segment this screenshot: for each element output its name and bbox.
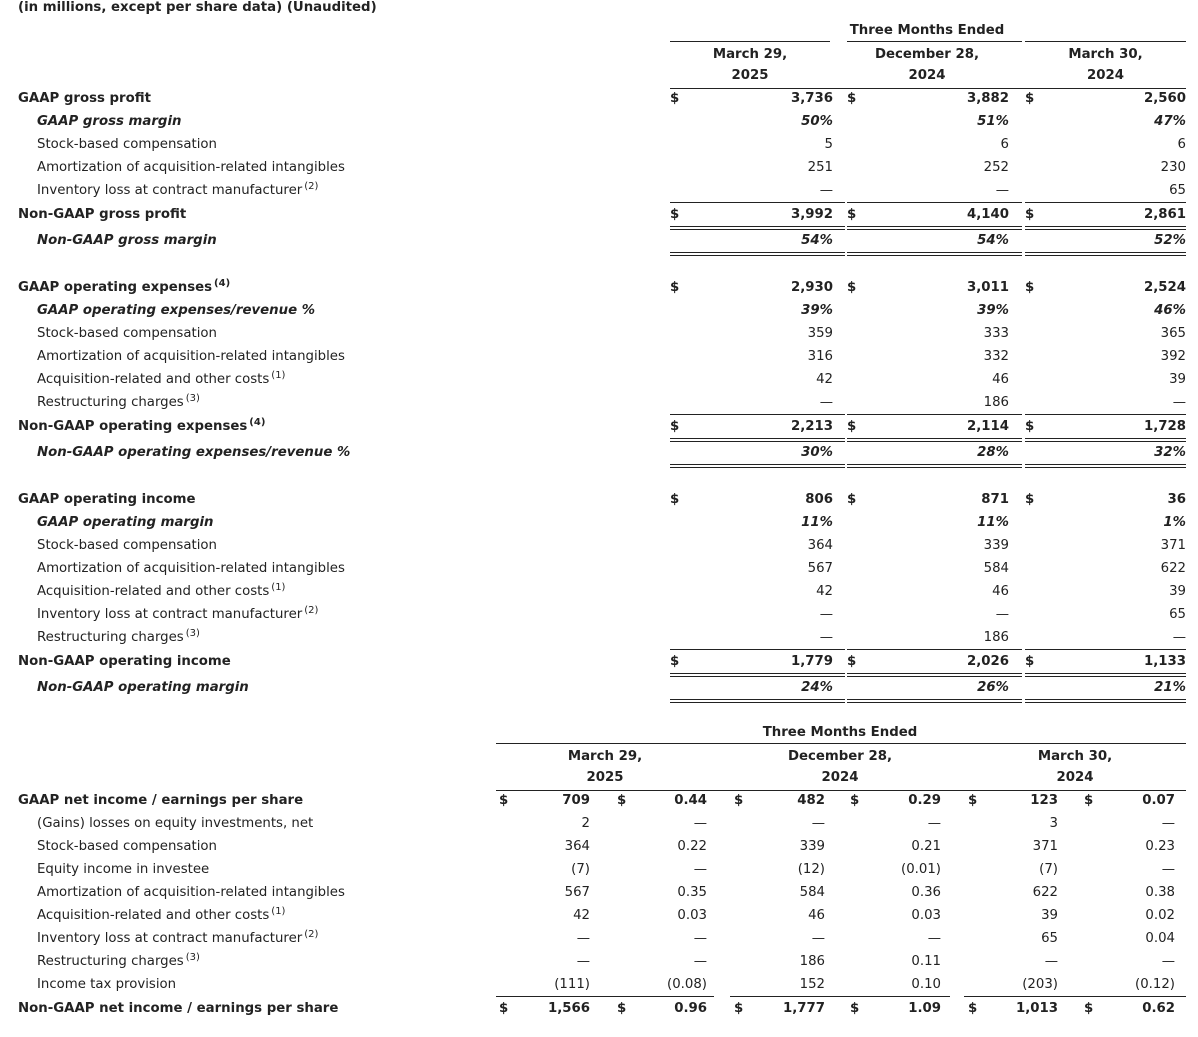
dollar-sign: $ bbox=[670, 654, 680, 669]
row-label bbox=[37, 302, 315, 320]
total-double-rule bbox=[847, 699, 1022, 703]
table-cell: 65 bbox=[1169, 183, 1186, 198]
row-label-text: Restructuring charges bbox=[37, 954, 184, 969]
t2-period-line1: March 30, bbox=[1037, 749, 1113, 764]
row-label-text: Stock-based compensation bbox=[37, 137, 217, 152]
table-cell: 30% bbox=[801, 445, 833, 460]
row-label-text: GAAP operating income bbox=[18, 492, 196, 507]
table-cell: 11% bbox=[801, 515, 833, 530]
row-label bbox=[37, 537, 217, 555]
table-cell: 186 bbox=[983, 395, 1009, 410]
t1-period-line1: March 29, bbox=[712, 47, 788, 62]
t2-group-header: Three Months Ended bbox=[762, 725, 918, 740]
row-label-text: Non-GAAP gross margin bbox=[37, 233, 217, 248]
table-cell: 54% bbox=[977, 233, 1009, 248]
table-cell: 46% bbox=[1154, 303, 1186, 318]
dollar-sign: $ bbox=[847, 207, 857, 222]
table-cell: 709 bbox=[562, 793, 590, 808]
subtotal-top-rule bbox=[670, 649, 845, 650]
table-cell: — bbox=[927, 931, 941, 946]
table-cell: 46 bbox=[992, 584, 1009, 599]
table-cell: 3,736 bbox=[790, 91, 833, 106]
row-label-text: Equity income in investee bbox=[37, 862, 210, 877]
table-cell: — bbox=[811, 931, 825, 946]
table-cell: 332 bbox=[983, 349, 1009, 364]
subtotal-top-rule bbox=[847, 414, 1022, 415]
table-cell: 567 bbox=[807, 561, 833, 576]
table-cell: 567 bbox=[564, 885, 590, 900]
dollar-sign: $ bbox=[499, 1001, 509, 1016]
table-cell: 186 bbox=[799, 954, 825, 969]
t1-period-line1: December 28, bbox=[874, 47, 980, 62]
table-cell: — bbox=[1161, 816, 1175, 831]
table-cell: — bbox=[1172, 395, 1186, 410]
table-cell: 39% bbox=[801, 303, 833, 318]
dollar-sign: $ bbox=[1084, 793, 1094, 808]
t2-header-bottom-rule bbox=[496, 790, 1186, 791]
table-cell: 1,777 bbox=[782, 1001, 825, 1016]
dollar-sign: $ bbox=[670, 91, 680, 106]
total-double-rule bbox=[1025, 699, 1186, 703]
table-cell: — bbox=[1161, 954, 1175, 969]
dollar-sign: $ bbox=[847, 654, 857, 669]
table-cell: 1.09 bbox=[908, 1001, 941, 1016]
table-cell: 0.02 bbox=[1145, 908, 1175, 923]
table-cell: 622 bbox=[1032, 885, 1058, 900]
table-cell: (0.01) bbox=[901, 862, 941, 877]
table-cell: 0.07 bbox=[1142, 793, 1175, 808]
total-double-rule bbox=[847, 438, 1022, 442]
table-cell: 0.44 bbox=[674, 793, 707, 808]
table-cell: 482 bbox=[797, 793, 825, 808]
total-top-rule bbox=[964, 996, 1186, 997]
table-cell: (12) bbox=[797, 862, 825, 877]
table-cell: (203) bbox=[1022, 977, 1058, 992]
row-label bbox=[37, 679, 249, 697]
table-cell: — bbox=[927, 816, 941, 831]
row-label-text: Stock-based compensation bbox=[37, 538, 217, 553]
row-label-text: Acquisition-related and other costs bbox=[37, 372, 270, 387]
table-cell: 230 bbox=[1160, 160, 1186, 175]
row-label-text: Amortization of acquisition-related intangibles bbox=[37, 885, 345, 900]
table-cell: 42 bbox=[816, 372, 833, 387]
row-label-text: Acquisition-related and other costs bbox=[37, 584, 270, 599]
table-cell: 2,213 bbox=[790, 419, 833, 434]
t1-group-rule bbox=[847, 41, 1022, 42]
table-cell: 0.21 bbox=[911, 839, 941, 854]
table-cell: 0.29 bbox=[908, 793, 941, 808]
row-label-text: Restructuring charges bbox=[37, 395, 184, 410]
subtotal-top-rule bbox=[1025, 202, 1186, 203]
dollar-sign: $ bbox=[847, 91, 857, 106]
table-cell: 339 bbox=[983, 538, 1009, 553]
t2-period-line2: 2025 bbox=[586, 770, 624, 785]
table-cell: (7) bbox=[571, 862, 590, 877]
footnote-ref: (3) bbox=[185, 952, 200, 963]
table-cell: 622 bbox=[1160, 561, 1186, 576]
row-label bbox=[37, 182, 318, 201]
row-label bbox=[18, 206, 186, 224]
row-label-text: Non-GAAP operating expenses bbox=[18, 419, 248, 434]
table-cell: 3,992 bbox=[790, 207, 833, 222]
total-double-rule bbox=[670, 226, 845, 230]
table-cell: 2 bbox=[581, 816, 590, 831]
row-label bbox=[37, 560, 345, 578]
row-label-text: GAAP operating expenses bbox=[18, 280, 213, 295]
total-double-rule bbox=[670, 464, 845, 468]
table-cell: 0.35 bbox=[677, 885, 707, 900]
row-label bbox=[37, 907, 285, 926]
row-label bbox=[37, 861, 209, 879]
footnote-ref: (1) bbox=[271, 370, 286, 381]
table-cell: 339 bbox=[799, 839, 825, 854]
table-cell: (0.12) bbox=[1135, 977, 1175, 992]
t1-period-line2: 2025 bbox=[731, 68, 769, 83]
footnote-ref: (2) bbox=[304, 181, 319, 192]
dollar-sign: $ bbox=[670, 207, 680, 222]
row-label bbox=[18, 1000, 338, 1018]
row-label bbox=[37, 232, 217, 250]
table-cell: 52% bbox=[1154, 233, 1186, 248]
table-cell: — bbox=[819, 395, 833, 410]
table-cell: 54% bbox=[801, 233, 833, 248]
table-cell: 2,861 bbox=[1143, 207, 1186, 222]
dollar-sign: $ bbox=[734, 793, 744, 808]
table-cell: 2,114 bbox=[966, 419, 1009, 434]
total-double-rule bbox=[1025, 438, 1186, 442]
t2-period-line2: 2024 bbox=[1056, 770, 1094, 785]
row-label-text: Amortization of acquisition-related intangibles bbox=[37, 160, 345, 175]
table-cell: 1% bbox=[1163, 515, 1186, 530]
footnote-ref: (1) bbox=[271, 582, 286, 593]
table-cell: 0.38 bbox=[1145, 885, 1175, 900]
table-cell: 47% bbox=[1154, 114, 1186, 129]
row-label-text: Amortization of acquisition-related intangibles bbox=[37, 561, 345, 576]
table-cell: 123 bbox=[1030, 793, 1058, 808]
table-cell: 251 bbox=[807, 160, 833, 175]
total-double-rule bbox=[670, 252, 845, 256]
t1-group-header: Three Months Ended bbox=[849, 23, 1005, 38]
subtotal-top-rule bbox=[1025, 649, 1186, 650]
total-double-rule bbox=[1025, 673, 1186, 677]
table-cell: 0.03 bbox=[911, 908, 941, 923]
dollar-sign: $ bbox=[1025, 91, 1035, 106]
table-cell: 186 bbox=[983, 630, 1009, 645]
row-label-text: GAAP operating expenses/revenue % bbox=[37, 303, 316, 318]
row-label-text: Inventory loss at contract manufacturer bbox=[37, 607, 303, 622]
row-label bbox=[37, 325, 217, 343]
table-cell: 46 bbox=[808, 908, 825, 923]
table-cell: — bbox=[693, 816, 707, 831]
dollar-sign: $ bbox=[1025, 654, 1035, 669]
row-label bbox=[18, 491, 196, 509]
table-cell: — bbox=[819, 630, 833, 645]
row-label-text: Inventory loss at contract manufacturer bbox=[37, 183, 303, 198]
table-cell: 3,882 bbox=[966, 91, 1009, 106]
row-label bbox=[37, 884, 345, 902]
table-cell: — bbox=[693, 862, 707, 877]
table-cell: — bbox=[819, 183, 833, 198]
total-double-rule bbox=[670, 673, 845, 677]
table-cell: 371 bbox=[1032, 839, 1058, 854]
row-label bbox=[37, 629, 200, 648]
row-label-text: Stock-based compensation bbox=[37, 326, 217, 341]
table-cell: — bbox=[576, 931, 590, 946]
row-label bbox=[37, 371, 285, 390]
row-label-text: GAAP net income / earnings per share bbox=[18, 793, 304, 808]
subtotal-top-rule bbox=[1025, 414, 1186, 415]
dollar-sign: $ bbox=[734, 1001, 744, 1016]
table-cell: — bbox=[811, 816, 825, 831]
t1-period-line2: 2024 bbox=[1086, 68, 1124, 83]
footnote-ref: (2) bbox=[304, 605, 319, 616]
table-cell: 359 bbox=[807, 326, 833, 341]
table-cell: 333 bbox=[983, 326, 1009, 341]
row-label-text: Non-GAAP gross profit bbox=[18, 207, 187, 222]
table-cell: 24% bbox=[801, 680, 833, 695]
subtotal-top-rule bbox=[847, 649, 1022, 650]
row-label bbox=[18, 418, 265, 437]
table-cell: 26% bbox=[977, 680, 1009, 695]
dollar-sign: $ bbox=[670, 280, 680, 295]
table-cell: — bbox=[1172, 630, 1186, 645]
row-label bbox=[18, 653, 231, 671]
table-cell: 252 bbox=[983, 160, 1009, 175]
table-cell: 3,011 bbox=[966, 280, 1009, 295]
table-cell: 392 bbox=[1160, 349, 1186, 364]
table-cell: 36 bbox=[1167, 492, 1186, 507]
total-top-rule bbox=[730, 996, 950, 997]
table-cell: 39 bbox=[1041, 908, 1058, 923]
table-cell: 50% bbox=[801, 114, 833, 129]
total-double-rule bbox=[847, 464, 1022, 468]
table-cell: — bbox=[693, 954, 707, 969]
table-cell: — bbox=[995, 183, 1009, 198]
table-cell: — bbox=[1161, 862, 1175, 877]
row-label bbox=[37, 976, 176, 994]
units-note: (in millions, except per share data) (Unaudited) bbox=[18, 0, 377, 15]
table-cell: 871 bbox=[981, 492, 1009, 507]
row-label bbox=[18, 279, 230, 298]
total-double-rule bbox=[847, 673, 1022, 677]
table-cell: 0.23 bbox=[1145, 839, 1175, 854]
t2-period-line1: March 29, bbox=[567, 749, 643, 764]
row-label-text: Restructuring charges bbox=[37, 630, 184, 645]
table-cell: 2,560 bbox=[1143, 91, 1186, 106]
table-cell: 0.10 bbox=[911, 977, 941, 992]
table-cell: — bbox=[819, 607, 833, 622]
t1-header-bottom-rule bbox=[670, 88, 1186, 89]
t1-col1-top-rule bbox=[670, 41, 830, 42]
table-cell: 584 bbox=[799, 885, 825, 900]
dollar-sign: $ bbox=[1025, 419, 1035, 434]
row-label-text: Non-GAAP operating income bbox=[18, 654, 231, 669]
total-double-rule bbox=[1025, 464, 1186, 468]
table-cell: 65 bbox=[1169, 607, 1186, 622]
row-label bbox=[37, 930, 318, 949]
table-cell: 364 bbox=[564, 839, 590, 854]
footnote-ref: (3) bbox=[185, 628, 200, 639]
total-double-rule bbox=[1025, 226, 1186, 230]
total-double-rule bbox=[1025, 252, 1186, 256]
row-label-text: (Gains) losses on equity investments, net bbox=[37, 816, 314, 831]
row-label-text: Amortization of acquisition-related intangibles bbox=[37, 349, 345, 364]
footnote-ref: (1) bbox=[271, 906, 286, 917]
dollar-sign: $ bbox=[617, 1001, 627, 1016]
table-cell: 1,728 bbox=[1143, 419, 1186, 434]
table-cell: 0.22 bbox=[677, 839, 707, 854]
table-cell: 152 bbox=[799, 977, 825, 992]
table-cell: 51% bbox=[977, 114, 1009, 129]
dollar-sign: $ bbox=[499, 793, 509, 808]
dollar-sign: $ bbox=[850, 1001, 860, 1016]
table-cell: 39 bbox=[1169, 372, 1186, 387]
table-cell: 365 bbox=[1160, 326, 1186, 341]
dollar-sign: $ bbox=[617, 793, 627, 808]
dollar-sign: $ bbox=[670, 492, 680, 507]
table-cell: 364 bbox=[807, 538, 833, 553]
table-cell: 32% bbox=[1154, 445, 1186, 460]
row-label-text: Acquisition-related and other costs bbox=[37, 908, 270, 923]
table-cell: 11% bbox=[977, 515, 1009, 530]
total-double-rule bbox=[847, 252, 1022, 256]
dollar-sign: $ bbox=[1025, 280, 1035, 295]
subtotal-top-rule bbox=[670, 414, 845, 415]
row-label-text: GAAP gross profit bbox=[18, 91, 151, 106]
row-label bbox=[37, 838, 217, 856]
subtotal-top-rule bbox=[847, 202, 1022, 203]
row-label bbox=[37, 348, 345, 366]
table-cell: 1,779 bbox=[790, 654, 833, 669]
table-cell: 0.03 bbox=[677, 908, 707, 923]
dollar-sign: $ bbox=[847, 419, 857, 434]
dollar-sign: $ bbox=[1025, 207, 1035, 222]
row-label bbox=[37, 136, 217, 154]
table-cell: 2,026 bbox=[966, 654, 1009, 669]
table-cell: 0.04 bbox=[1145, 931, 1175, 946]
row-label bbox=[18, 90, 151, 108]
table-cell: 1,133 bbox=[1143, 654, 1186, 669]
dollar-sign: $ bbox=[847, 492, 857, 507]
table-cell: 2,524 bbox=[1143, 280, 1186, 295]
row-label-text: GAAP operating margin bbox=[37, 515, 214, 530]
footnote-ref: (4) bbox=[249, 417, 266, 428]
row-label bbox=[37, 583, 285, 602]
dollar-sign: $ bbox=[968, 793, 978, 808]
table-cell: (0.08) bbox=[667, 977, 707, 992]
table-cell: 1,566 bbox=[547, 1001, 590, 1016]
footnote-ref: (2) bbox=[304, 929, 319, 940]
table-cell: 2,930 bbox=[790, 280, 833, 295]
row-label bbox=[37, 444, 350, 462]
table-cell: 4,140 bbox=[966, 207, 1009, 222]
table-cell: 0.96 bbox=[674, 1001, 707, 1016]
table-cell: 316 bbox=[807, 349, 833, 364]
dollar-sign: $ bbox=[968, 1001, 978, 1016]
dollar-sign: $ bbox=[1025, 492, 1035, 507]
t2-period-line1: December 28, bbox=[787, 749, 893, 764]
subtotal-top-rule bbox=[670, 202, 845, 203]
dollar-sign: $ bbox=[850, 793, 860, 808]
table-cell: 0.11 bbox=[911, 954, 941, 969]
table-cell: 6 bbox=[1000, 137, 1009, 152]
t2-period-line2: 2024 bbox=[821, 770, 859, 785]
table-cell: — bbox=[576, 954, 590, 969]
dollar-sign: $ bbox=[1084, 1001, 1094, 1016]
footnote-ref: (4) bbox=[214, 278, 231, 289]
table-cell: 0.62 bbox=[1142, 1001, 1175, 1016]
table-cell: 65 bbox=[1041, 931, 1058, 946]
footnote-ref: (3) bbox=[185, 393, 200, 404]
total-top-rule bbox=[496, 996, 714, 997]
table-cell: 6 bbox=[1177, 137, 1186, 152]
row-label bbox=[18, 792, 303, 810]
row-label bbox=[37, 606, 318, 625]
t1-period-line1: March 30, bbox=[1068, 47, 1143, 62]
row-label-text: Inventory loss at contract manufacturer bbox=[37, 931, 303, 946]
row-label-text: Non-GAAP operating margin bbox=[37, 680, 249, 695]
total-double-rule bbox=[670, 438, 845, 442]
total-double-rule bbox=[847, 226, 1022, 230]
table-cell: (111) bbox=[554, 977, 590, 992]
table-cell: 28% bbox=[977, 445, 1009, 460]
table-cell: 42 bbox=[816, 584, 833, 599]
dollar-sign: $ bbox=[847, 280, 857, 295]
row-label-text: Income tax provision bbox=[37, 977, 177, 992]
total-double-rule bbox=[670, 699, 845, 703]
table-cell: 39 bbox=[1169, 584, 1186, 599]
t2-group-rule bbox=[496, 743, 1186, 744]
row-label bbox=[37, 159, 345, 177]
row-label-text: Non-GAAP net income / earnings per share bbox=[18, 1001, 339, 1016]
table-cell: — bbox=[1044, 954, 1058, 969]
table-cell: 371 bbox=[1160, 538, 1186, 553]
dollar-sign: $ bbox=[670, 419, 680, 434]
table-cell: 5 bbox=[824, 137, 833, 152]
table-cell: 21% bbox=[1154, 680, 1186, 695]
table-cell: — bbox=[693, 931, 707, 946]
table-cell: 42 bbox=[573, 908, 590, 923]
table-cell: — bbox=[995, 607, 1009, 622]
row-label-text: GAAP gross margin bbox=[37, 114, 182, 129]
row-label bbox=[37, 394, 200, 413]
t1-col3-top-rule bbox=[1025, 41, 1186, 42]
row-label bbox=[37, 953, 200, 972]
table-cell: 3 bbox=[1049, 816, 1058, 831]
row-label-text: Stock-based compensation bbox=[37, 839, 217, 854]
row-label bbox=[37, 113, 181, 131]
row-label-text: Non-GAAP operating expenses/revenue % bbox=[37, 445, 351, 460]
table-cell: 806 bbox=[805, 492, 833, 507]
table-cell: 0.36 bbox=[911, 885, 941, 900]
row-label bbox=[37, 514, 214, 532]
t1-period-line2: 2024 bbox=[908, 68, 946, 83]
table-cell: (7) bbox=[1039, 862, 1058, 877]
table-cell: 584 bbox=[983, 561, 1009, 576]
row-label bbox=[37, 815, 313, 833]
table-cell: 39% bbox=[977, 303, 1009, 318]
table-cell: 1,013 bbox=[1015, 1001, 1058, 1016]
table-cell: 46 bbox=[992, 372, 1009, 387]
